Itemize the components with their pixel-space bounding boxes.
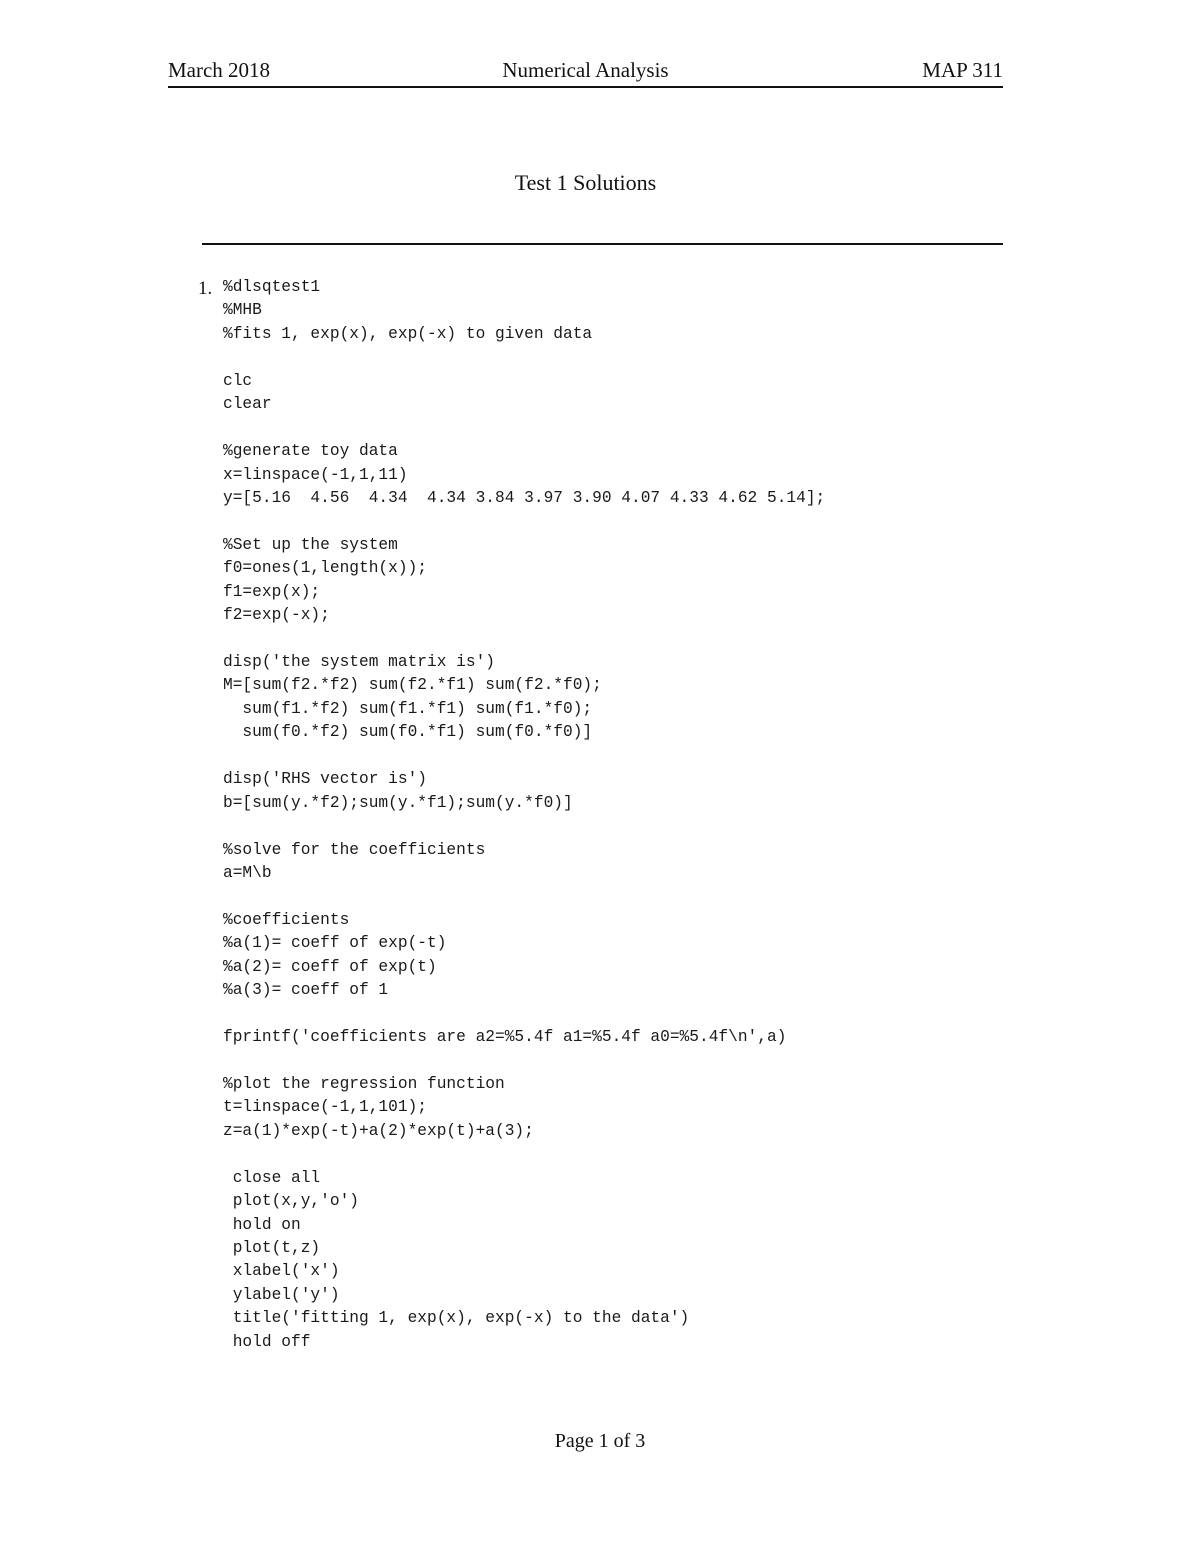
code-line: %generate toy data bbox=[223, 442, 398, 461]
page-footer: Page 1 of 3 bbox=[554, 1430, 646, 1452]
code-line: M=[sum(f2.*f2) sum(f2.*f1) sum(f2.*f0); bbox=[223, 676, 602, 695]
code-line: a=M\b bbox=[223, 863, 272, 882]
header-course-code: MAP 311 bbox=[922, 58, 1003, 82]
code-line: %fits 1, exp(x), exp(-x) to given data bbox=[223, 324, 593, 343]
code-line: xlabel('x') bbox=[223, 1262, 340, 1281]
code-line bbox=[223, 628, 825, 651]
code-line: disp('RHS vector is') bbox=[223, 770, 427, 789]
code-line: t=linspace(-1,1,101); bbox=[223, 1098, 427, 1117]
code-line: plot(t,z) bbox=[223, 1238, 321, 1257]
code-line bbox=[223, 417, 825, 440]
code-line: %a(3)= coeff of 1 bbox=[223, 981, 389, 1000]
code-line: y=[5.16 4.56 4.34 4.34 3.84 3.97 3.90 4.07 4.33 4.62 5.14]; bbox=[223, 488, 826, 507]
code-line: title('fitting 1, exp(x), exp(-x) to the data') bbox=[223, 1309, 690, 1328]
page-header bbox=[168, 56, 1003, 88]
code-line: fprintf('coefficients are a2=%5.4f a1=%5.4f a0=%5.4f\n',a) bbox=[223, 1028, 787, 1046]
code-line bbox=[223, 885, 825, 908]
code-line bbox=[223, 815, 825, 838]
code-line: f2=exp(-x); bbox=[223, 606, 330, 625]
code-line: %plot the regression function bbox=[223, 1074, 505, 1093]
code-line: %MHB bbox=[223, 301, 262, 320]
code-line: %solve for the coefficients bbox=[223, 840, 486, 859]
code-line: %a(2)= coeff of exp(t) bbox=[223, 957, 437, 976]
header-date: March 2018 bbox=[168, 58, 271, 82]
header-course-title: Numerical Analysis bbox=[502, 58, 669, 82]
code-line: %a(1)= coeff of exp(-t) bbox=[223, 934, 447, 953]
code-line: plot(x,y,'o') bbox=[223, 1192, 359, 1211]
document-title: Test 1 Solutions bbox=[514, 170, 657, 195]
code-line bbox=[223, 510, 825, 533]
code-line: f0=ones(1,length(x)); bbox=[223, 559, 427, 578]
code-line: close all bbox=[223, 1168, 321, 1187]
code-line bbox=[223, 1003, 825, 1026]
code-line: hold on bbox=[223, 1215, 301, 1234]
code-line: ylabel('y') bbox=[223, 1285, 340, 1304]
code-line: b=[sum(y.*f2);sum(y.*f1);sum(y.*f0)] bbox=[223, 793, 573, 812]
code-line: hold off bbox=[223, 1332, 311, 1351]
code-line: disp('the system matrix is') bbox=[223, 653, 495, 671]
code-line bbox=[223, 745, 825, 768]
code-line bbox=[223, 1143, 825, 1166]
problem-number: 1. bbox=[198, 278, 213, 299]
code-line: %dlsqtest1 bbox=[223, 278, 321, 296]
code-line bbox=[223, 1049, 825, 1072]
code-line: sum(f0.*f2) sum(f0.*f1) sum(f0.*f0)] bbox=[223, 723, 593, 742]
code-line bbox=[223, 346, 825, 369]
code-line: f1=exp(x); bbox=[223, 582, 321, 601]
matlab-code-block bbox=[223, 276, 825, 1354]
title-divider bbox=[202, 243, 1003, 245]
code-line: z=a(1)*exp(-t)+a(2)*exp(t)+a(3); bbox=[223, 1121, 534, 1140]
code-line: clear bbox=[223, 395, 272, 414]
code-line: %Set up the system bbox=[223, 535, 398, 554]
code-line: x=linspace(-1,1,11) bbox=[223, 465, 408, 484]
code-line: %coefficients bbox=[223, 910, 350, 929]
code-line: clc bbox=[223, 371, 253, 390]
code-line: sum(f1.*f2) sum(f1.*f1) sum(f1.*f0); bbox=[223, 699, 593, 718]
